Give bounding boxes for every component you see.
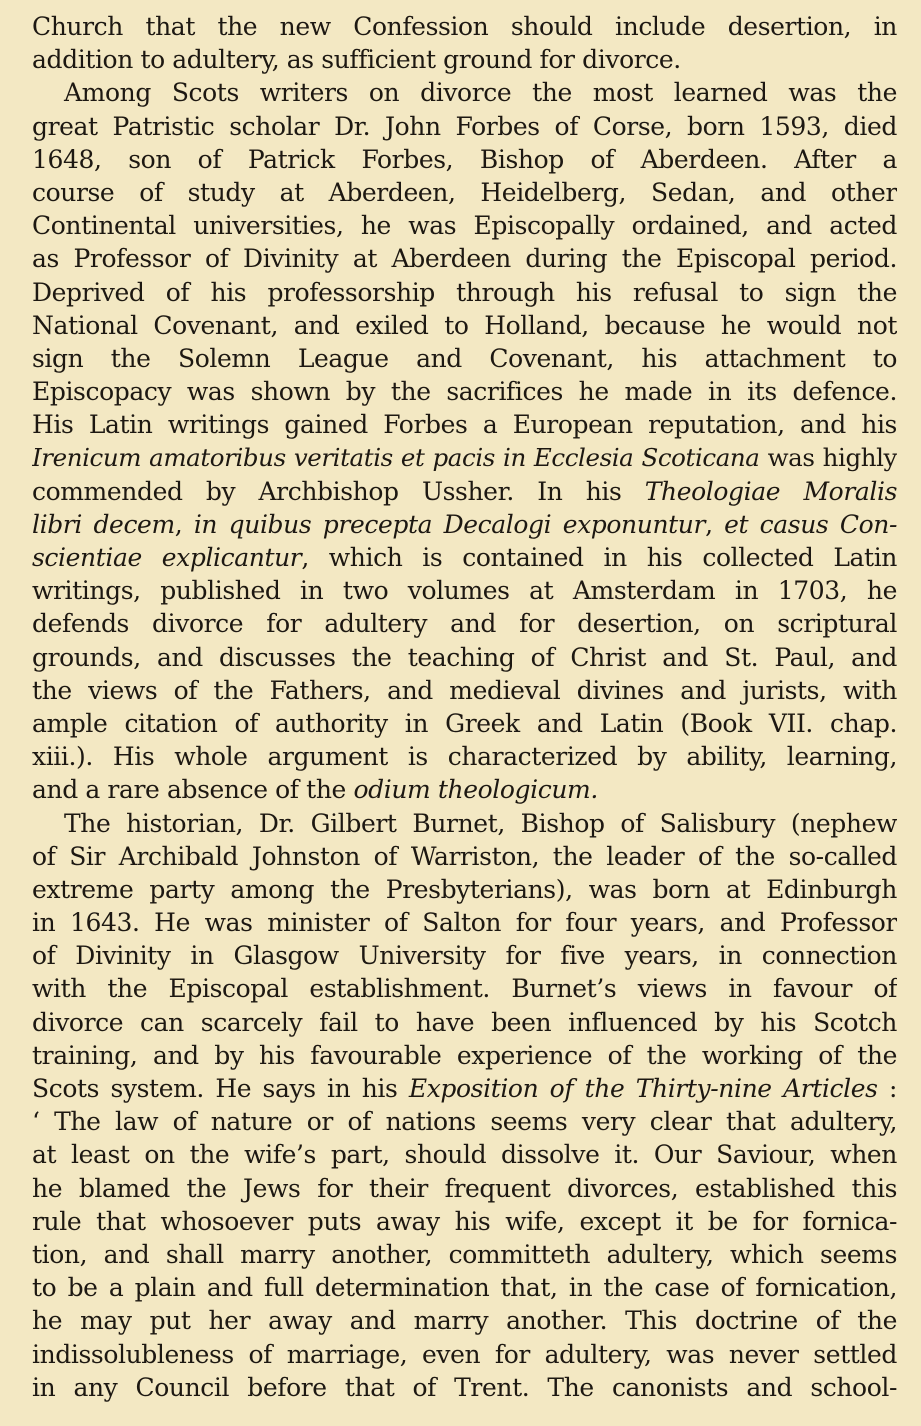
text-line [32,1238,897,1271]
text-segment: extreme party among the Presbyterians), was born at Edinburgh [32,874,897,904]
text-line [32,508,897,541]
text-segment: he may put her away and marry another. This doctrine of the [32,1306,897,1336]
text-line [32,408,897,441]
text-line [32,375,897,408]
text-segment: as Professor of Divinity at Aberdeen during the Episcopal period. [32,244,897,274]
text-segment: indissolubleness of marriage, even for adultery, was never settled [32,1339,897,1369]
text-segment: tion, and shall marry another, committeth adultery, which seems [32,1239,897,1269]
text-line [32,276,897,309]
italic-text: Irenicum amatoribus veritatis et pacis in Ecclesia Scoticana [32,443,760,473]
text-line [32,209,897,242]
text-line [32,1039,897,1072]
text-segment: Deprived of his professorship through his refusal to sign the [32,277,897,307]
text-segment: in 1643. He was minister of Salton for four years, and Professor [32,908,897,938]
text-segment: training, and by his favourable experience of the working of the [32,1040,897,1070]
text-segment: addition to adultery, as sufficient ground for divorce. [32,45,681,75]
text-segment: grounds, and discusses the teaching of Christ and St. Paul, and [32,642,897,672]
italic-text: et casus Con- [724,509,897,539]
text-segment: defends divorce for adultery and for desertion, on scriptural [32,609,897,639]
text-segment: 1648, son of Patrick Forbes, Bishop of Aberdeen. After a [32,144,897,174]
text-line [32,242,897,275]
text-line [32,740,897,773]
text-line [32,441,897,474]
text-segment: Among Scots writers on divorce the most learned was the [64,78,897,108]
text-line [32,1271,897,1304]
text-segment: , [705,509,725,539]
text-line [32,972,897,1005]
text-segment: Episcopacy was shown by the sacrifices he made in its defence. [32,377,897,407]
text-line [32,1205,897,1238]
text-line [32,176,897,209]
text-line [32,10,897,43]
text-segment: of Sir Archibald Johnston of Warriston, the leader of the so-called [32,841,897,871]
text-segment: , [174,509,194,539]
text-segment: to be a plain and full determination that, in the case of fornication, [32,1273,897,1303]
italic-text: libri decem [32,509,175,539]
text-segment: with the Episcopal establishment. Burnet’s views in favour of [32,974,897,1004]
text-segment: at least on the wife’s part, should dissolve it. Our Saviour, when [32,1140,897,1170]
text-segment: The historian, Dr. Gilbert Burnet, Bishop of Salisbury (nephew [64,808,897,838]
text-segment: the views of the Fathers, and medieval divines and jurists, with [32,675,897,705]
italic-text: Exposition of the Thirty-nine Articles [408,1074,878,1103]
text-line [32,607,897,640]
body-text [32,10,897,1404]
text-line [32,574,897,607]
text-line [32,873,897,906]
text-line [32,807,897,840]
text-line [32,541,897,574]
text-segment: was highly [759,443,897,473]
text-line [32,1172,897,1205]
text-segment: in any Council before that of Trent. The canonists and school- [32,1372,897,1402]
text-line [32,1006,897,1039]
text-line [32,1072,897,1105]
text-segment: great Patristic scholar Dr. John Forbes of Corse, born 1593, died [32,111,897,141]
italic-text: scientiae explicantur [32,543,302,572]
text-segment: National Covenant, and exiled to Holland, because he would not [32,310,897,340]
italic-text: Theologiae Moralis [644,476,897,506]
text-line [32,43,897,76]
text-segment: he blamed the Jews for their frequent divorces, established this [32,1173,897,1203]
text-segment: of Divinity in Glasgow University for five years, in connection [32,941,897,971]
text-line [32,309,897,342]
text-line [32,1138,897,1171]
text-segment: divorce can scarcely fail to have been influenced by his Scotch [32,1007,897,1037]
text-line [32,1105,897,1138]
text-line [32,76,897,109]
text-segment: ample citation of authority in Greek and Latin (Book VII. chap. [32,708,897,738]
text-segment: commended by Archbishop Ussher. In his [32,476,645,506]
text-line [32,342,897,375]
text-segment: writings, published in two volumes at Amsterdam in 1703, he [32,576,897,606]
text-segment: sign the Solemn League and Covenant, his attachment to [32,343,897,373]
text-segment: His Latin writings gained Forbes a European reputation, and his [32,410,897,440]
text-segment: Scots system. He says in his [32,1074,409,1103]
text-segment: : [877,1074,897,1103]
text-line [32,110,897,143]
text-line [32,143,897,176]
text-segment: , which is contained in his collected Latin [301,543,897,572]
text-segment: ‘ The law of nature or of nations seems very clear that adultery, [32,1107,897,1137]
text-line [32,840,897,873]
text-segment: and a rare absence of the [32,775,354,805]
text-line [32,906,897,939]
text-line [32,674,897,707]
text-segment: Church that the new Confession should include desertion, in [32,12,897,41]
text-line [32,707,897,740]
text-line [32,1371,897,1404]
italic-text: in quibus precepta Decalogi exponuntur [193,509,706,539]
text-line [32,773,897,806]
text-segment: rule that whosoever puts away his wife, except it be for fornica- [32,1206,897,1236]
text-segment: xiii.). His whole argument is characterized by ability, learning, [32,742,897,772]
text-segment: course of study at Aberdeen, Heidelberg, Sedan, and other [32,177,897,207]
text-line [32,1338,897,1371]
italic-text: odium theologicum. [353,775,598,805]
text-line [32,475,897,508]
text-line [32,1304,897,1337]
text-segment: Continental universities, he was Episcopally ordained, and acted [32,211,897,241]
text-line [32,939,897,972]
text-line [32,641,897,674]
